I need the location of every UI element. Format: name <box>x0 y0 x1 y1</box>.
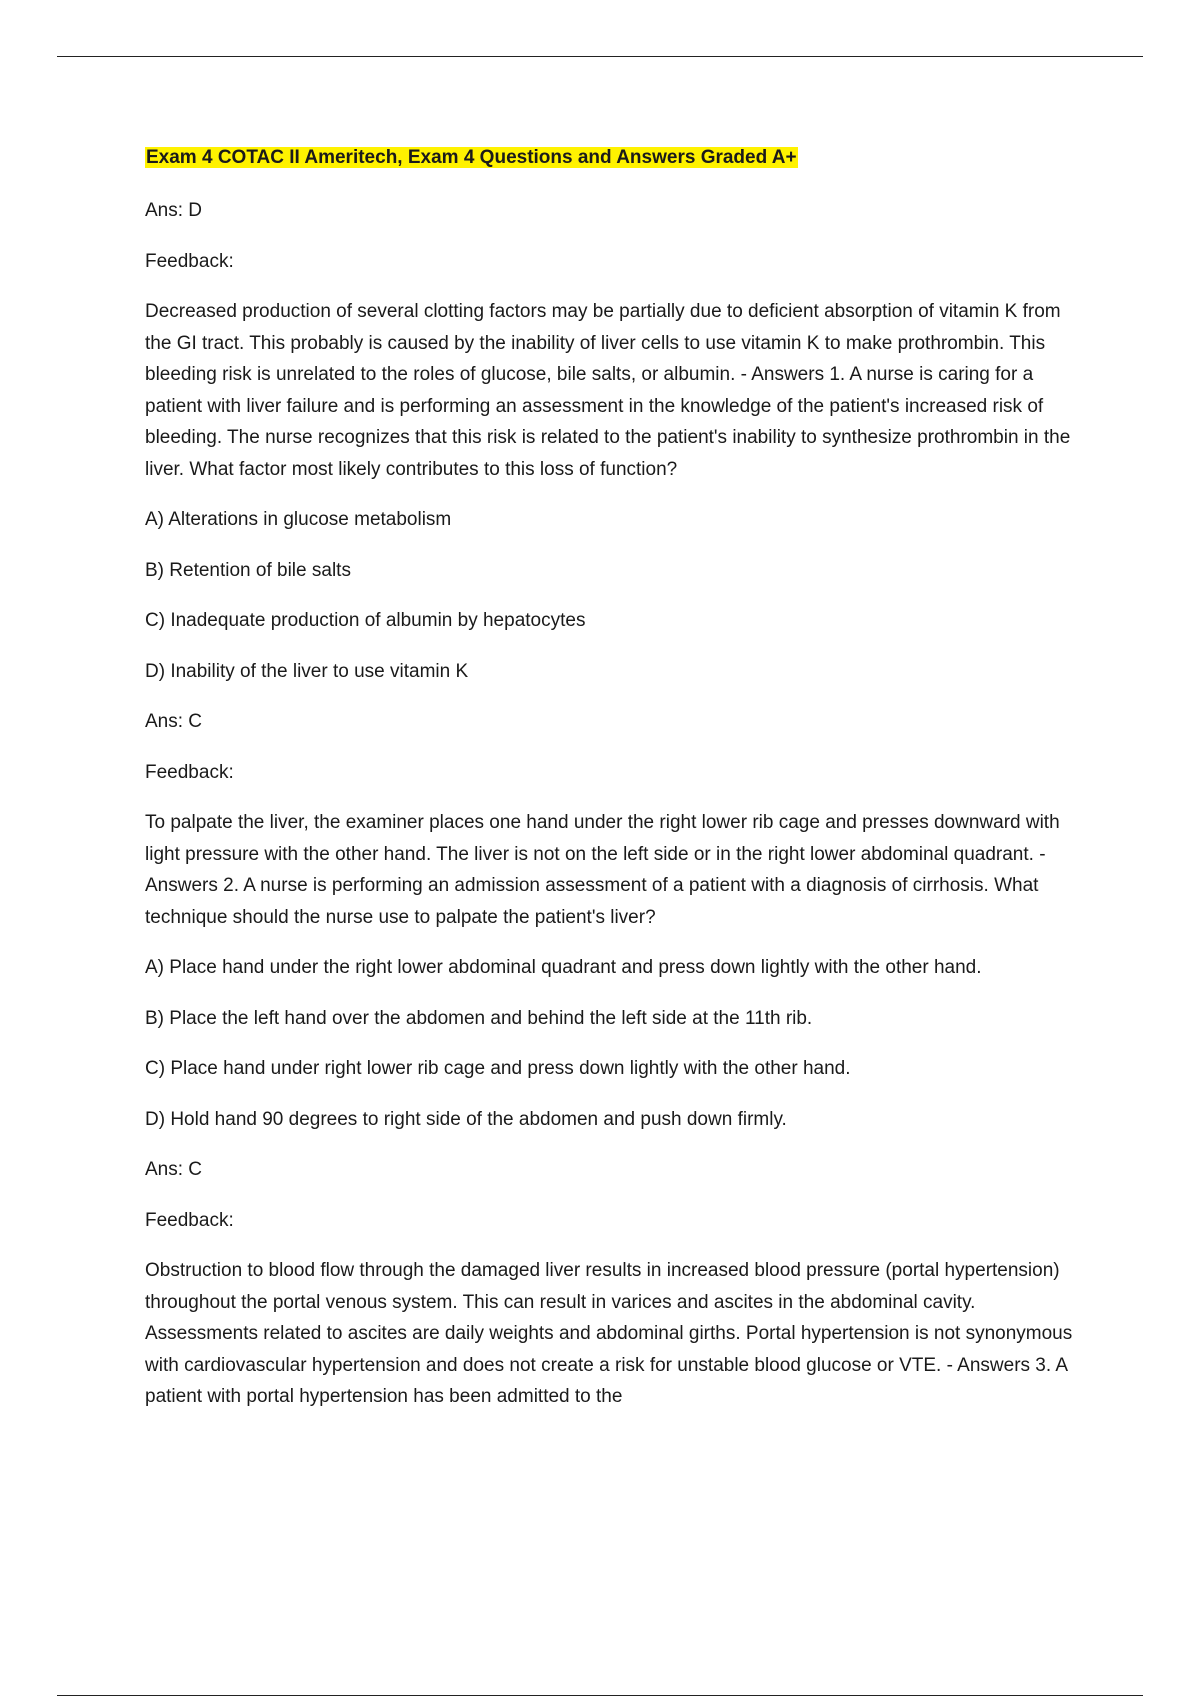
feedback-paragraph: Obstruction to blood flow through the damaged liver results in increased blood pressure (portal hypertension) throughout the portal venous system. This can result in varices and ascites in the abdominal cavity. Assessments related to ascites are daily weights and abdominal girths. Portal hypertension is not synonymous with cardiovascular hypertension and does not create a risk for unstable blood glucose or VTE. - Answers 3. A patient with portal hypertension has been admitted to the <box>145 1260 1073 1407</box>
feedback-label: Feedback: <box>145 250 234 272</box>
feedback-label: Feedback: <box>145 761 234 783</box>
highlighted-title: Exam 4 COTAC II Ameritech, Exam 4 Questions and Answers Graded A+ <box>146 147 797 168</box>
option-b: B) Retention of bile salts <box>145 559 351 581</box>
answer-label: Ans: C <box>145 1159 203 1180</box>
feedback-paragraph: Decreased production of several clotting factors may be partially due to deficient absorption of vitamin K from the GI tract. This probably is caused by the inability of liver cells to use vitamin K to make prothrombin. This bleeding risk is unrelated to the roles of glucose, bile salts, or albumin. - Answers 1. A nurse is caring for a patient with liver failure and is performing an assessment in the knowledge of the patient's increased risk of bleeding. The nurse recognizes that this risk is related to the patient's inability to synthesize prothrombin in the liver. What factor most likely contributes to this loss of function? <box>145 301 1071 480</box>
footer-rule <box>57 1695 1143 1696</box>
option-d: D) Hold hand 90 degrees to right side of the abdomen and push down firmly. <box>145 1108 787 1130</box>
document-body <box>145 144 1090 1432</box>
option-c: C) Place hand under right lower rib cage and press down lightly with the other hand. <box>145 1058 851 1079</box>
feedback-label: Feedback: <box>145 1209 234 1231</box>
answer-label: Ans: C <box>145 711 203 732</box>
option-c: C) Inadequate production of albumin by hepatocytes <box>145 610 586 631</box>
option-b: B) Place the left hand over the abdomen and behind the left side at the 11th rib. <box>145 1007 813 1029</box>
option-d: D) Inability of the liver to use vitamin K <box>145 660 469 682</box>
answer-label: Ans: D <box>145 200 203 221</box>
option-a: A) Place hand under the right lower abdominal quadrant and press down lightly with the other hand. <box>145 957 982 978</box>
header-rule <box>57 56 1143 57</box>
document-title <box>145 144 1090 172</box>
option-a: A) Alterations in glucose metabolism <box>145 509 452 530</box>
feedback-paragraph: To palpate the liver, the examiner places one hand under the right lower rib cage and presses downward with light pressure with the other hand. The liver is not on the left side or in the right lower abdominal quadrant. - Answers 2. A nurse is performing an admission assessment of a patient with a diagnosis of cirrhosis. What technique should the nurse use to palpate the patient's liver? <box>145 812 1060 928</box>
